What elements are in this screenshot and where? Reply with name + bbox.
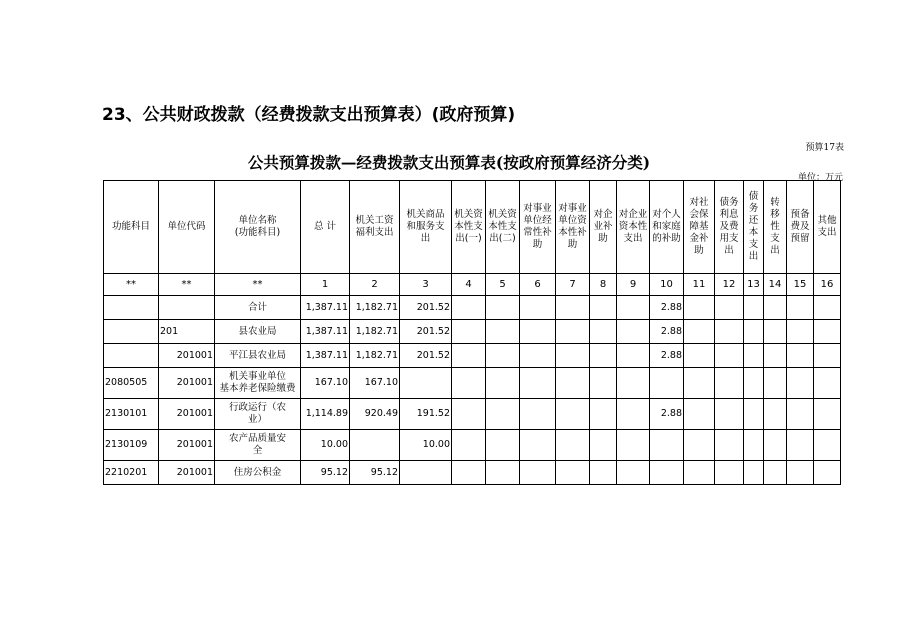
- header-row: [104, 181, 841, 274]
- budget-table: [103, 180, 841, 485]
- amount-cell-7: [556, 296, 590, 320]
- function-code-cell: [104, 344, 159, 368]
- amount-cell-13: [744, 296, 764, 320]
- column-header-11: [617, 181, 650, 274]
- function-code-cell: 2210201: [104, 461, 159, 485]
- column-header-line: 单位资: [558, 215, 587, 226]
- index-cell-9: 7: [556, 274, 590, 296]
- column-header-line: 单位经: [523, 215, 552, 226]
- column-header-9: [556, 181, 590, 274]
- column-header-line: 助: [694, 245, 704, 256]
- amount-cell-14: [764, 296, 787, 320]
- amount-cell-9: [617, 296, 650, 320]
- column-header-line: 单位名称: [238, 215, 277, 226]
- column-header-line: 预备: [790, 209, 810, 220]
- table-row: [104, 461, 841, 485]
- index-cell-18: 16: [814, 274, 841, 296]
- amount-cell-7: [556, 430, 590, 461]
- amount-cell-11: [684, 399, 715, 430]
- column-header-line: 对事业: [523, 203, 552, 214]
- column-header-1: [159, 181, 215, 274]
- section-title: 23、公共财政拨款（经费拨款支出预算表）(政府预算): [102, 105, 516, 125]
- amount-cell-14: [764, 344, 787, 368]
- table-row: [104, 344, 841, 368]
- column-header-line: 利息: [719, 209, 739, 220]
- column-header-line: 助: [598, 233, 608, 244]
- amount-cell-4: [452, 430, 486, 461]
- amount-cell-7: [556, 461, 590, 485]
- amount-cell-16: [814, 344, 841, 368]
- index-cell-2: **: [215, 274, 301, 296]
- index-cell-7: 5: [486, 274, 520, 296]
- goods-services-cell: 201.52: [400, 296, 452, 320]
- amount-cell-4: [452, 368, 486, 399]
- amount-cell-4: [452, 461, 486, 485]
- amount-cell-6: [520, 296, 556, 320]
- index-row: [104, 274, 841, 296]
- amount-cell-13: [744, 344, 764, 368]
- column-header-line: 对事业: [558, 203, 587, 214]
- column-header-line: 对个人: [652, 209, 681, 220]
- column-header-line: 出: [770, 245, 780, 256]
- column-header-16: [764, 181, 787, 274]
- amount-cell-5: [486, 368, 520, 399]
- column-header-6: [452, 181, 486, 274]
- amount-cell-10: [650, 461, 684, 485]
- amount-cell-9: [617, 344, 650, 368]
- column-header-line: 债务: [719, 197, 739, 208]
- amount-cell-12: [715, 430, 744, 461]
- column-header-line: (功能科目): [234, 227, 281, 238]
- column-header-3: [301, 181, 350, 274]
- goods-services-cell: 201.52: [400, 344, 452, 368]
- amount-cell-9: [617, 320, 650, 344]
- amount-cell-11: [684, 461, 715, 485]
- function-code-cell: 2130101: [104, 399, 159, 430]
- index-cell-3: 1: [301, 274, 350, 296]
- column-header-line: 功能科目: [111, 221, 150, 232]
- unit-name-cell: 行政运行（农 业）: [215, 399, 301, 430]
- amount-cell-11: [684, 368, 715, 399]
- amount-cell-4: [452, 344, 486, 368]
- amount-cell-14: [764, 368, 787, 399]
- total-cell: 95.12: [301, 461, 350, 485]
- amount-cell-6: [520, 368, 556, 399]
- unit-name-cell: 平江县农业局: [215, 344, 301, 368]
- amount-cell-10: 2.88: [650, 320, 684, 344]
- function-code-cell: 2080505: [104, 368, 159, 399]
- amount-cell-6: [520, 399, 556, 430]
- amount-cell-11: [684, 320, 715, 344]
- amount-cell-10: 2.88: [650, 344, 684, 368]
- salary-welfare-cell: [350, 430, 400, 461]
- salary-welfare-cell: 1,182.71: [350, 344, 400, 368]
- column-header-line: 和服务支: [406, 221, 445, 232]
- amount-cell-10: [650, 368, 684, 399]
- salary-welfare-cell: 1,182.71: [350, 296, 400, 320]
- index-cell-5: 3: [400, 274, 452, 296]
- column-header-line: 支: [770, 233, 780, 244]
- amount-cell-13: [744, 461, 764, 485]
- goods-services-cell: 201.52: [400, 320, 452, 344]
- column-header-line: 机关商品: [406, 209, 445, 220]
- amount-cell-9: [617, 461, 650, 485]
- amount-cell-12: [715, 368, 744, 399]
- unit-label: 单位：万元: [797, 173, 843, 183]
- index-cell-11: 9: [617, 274, 650, 296]
- column-header-line: 本性补: [558, 227, 587, 238]
- amount-cell-10: 2.88: [650, 399, 684, 430]
- column-header-14: [715, 181, 744, 274]
- column-header-2: [215, 181, 301, 274]
- amount-cell-8: [590, 368, 617, 399]
- table-row: [104, 296, 841, 320]
- amount-cell-15: [787, 430, 814, 461]
- column-header-line: 出: [420, 233, 431, 244]
- column-header-line: 对企业: [618, 209, 648, 220]
- unit-code-cell: 201001: [159, 399, 215, 430]
- column-header-0: [104, 181, 159, 274]
- amount-cell-15: [787, 320, 814, 344]
- column-header-line: 债: [748, 191, 759, 202]
- column-header-line: 助: [567, 239, 578, 250]
- amount-cell-7: [556, 344, 590, 368]
- function-code-cell: 2130109: [104, 430, 159, 461]
- amount-cell-5: [486, 461, 520, 485]
- column-header-line: 障基: [689, 221, 709, 232]
- unit-code-cell: [159, 296, 215, 320]
- table-row: [104, 399, 841, 430]
- column-header-line: 机关工资: [355, 215, 394, 226]
- amount-cell-8: [590, 399, 617, 430]
- amount-cell-15: [787, 344, 814, 368]
- column-header-line: 出: [724, 245, 734, 256]
- amount-cell-9: [617, 368, 650, 399]
- column-header-line: 出(二): [489, 233, 516, 244]
- amount-cell-16: [814, 296, 841, 320]
- unit-name-cell: 机关事业单位 基本养老保险缴费: [215, 368, 301, 399]
- column-header-line: 本: [748, 227, 759, 238]
- amount-cell-14: [764, 430, 787, 461]
- function-code-cell: [104, 320, 159, 344]
- amount-cell-10: 2.88: [650, 296, 684, 320]
- total-cell: 1,387.11: [301, 344, 350, 368]
- table-number: 预算17表: [805, 143, 844, 153]
- amount-cell-16: [814, 320, 841, 344]
- column-header-line: 单位代码: [167, 221, 206, 232]
- amount-cell-11: [684, 296, 715, 320]
- amount-cell-5: [486, 344, 520, 368]
- amount-cell-13: [744, 320, 764, 344]
- column-header-15: [744, 181, 764, 274]
- column-header-8: [520, 181, 556, 274]
- column-header-5: [400, 181, 452, 274]
- amount-cell-9: [617, 399, 650, 430]
- unit-code-cell: 201001: [159, 461, 215, 485]
- amount-cell-12: [715, 344, 744, 368]
- column-header-line: 资本性: [618, 221, 648, 232]
- index-cell-13: 11: [684, 274, 715, 296]
- amount-cell-15: [787, 399, 814, 430]
- function-code-cell: [104, 296, 159, 320]
- unit-code-cell: 201001: [159, 344, 215, 368]
- salary-welfare-cell: 920.49: [350, 399, 400, 430]
- goods-services-cell: [400, 368, 452, 399]
- amount-cell-12: [715, 320, 744, 344]
- column-header-line: 还: [748, 215, 759, 226]
- column-header-line: 支出: [623, 233, 643, 244]
- total-cell: 10.00: [301, 430, 350, 461]
- column-header-12: [650, 181, 684, 274]
- amount-cell-16: [814, 430, 841, 461]
- column-header-line: 助: [532, 239, 543, 250]
- amount-cell-8: [590, 344, 617, 368]
- column-header-line: 对社: [689, 197, 709, 208]
- amount-cell-14: [764, 461, 787, 485]
- column-header-4: [350, 181, 400, 274]
- amount-cell-12: [715, 399, 744, 430]
- amount-cell-12: [715, 461, 744, 485]
- index-cell-16: 14: [764, 274, 787, 296]
- column-header-13: [684, 181, 715, 274]
- salary-welfare-cell: 1,182.71: [350, 320, 400, 344]
- unit-name-cell: 合计: [215, 296, 301, 320]
- amount-cell-4: [452, 296, 486, 320]
- column-header-line: 和家庭: [652, 221, 681, 232]
- amount-cell-6: [520, 430, 556, 461]
- column-header-line: 其他: [817, 215, 837, 226]
- unit-code-cell: 201001: [159, 368, 215, 399]
- amount-cell-12: [715, 296, 744, 320]
- amount-cell-9: [617, 430, 650, 461]
- amount-cell-16: [814, 399, 841, 430]
- column-header-line: 本性支: [454, 221, 483, 232]
- column-header-line: 支: [748, 239, 759, 250]
- unit-name-cell: 农产品质量安 全: [215, 430, 301, 461]
- column-header-line: 转: [770, 197, 780, 208]
- unit-name-cell: 县农业局: [215, 320, 301, 344]
- index-cell-14: 12: [715, 274, 744, 296]
- column-header-line: 预留: [790, 233, 810, 244]
- total-cell: 167.10: [301, 368, 350, 399]
- amount-cell-5: [486, 430, 520, 461]
- index-cell-0: **: [104, 274, 159, 296]
- column-header-line: 性: [770, 221, 780, 232]
- index-cell-17: 15: [787, 274, 814, 296]
- column-header-line: 金补: [689, 233, 709, 244]
- table-title: 公共预算拨款—经费拨款支出预算表(按政府预算经济分类): [247, 153, 651, 172]
- amount-cell-5: [486, 296, 520, 320]
- column-header-line: 用支: [719, 233, 739, 244]
- amount-cell-14: [764, 399, 787, 430]
- amount-cell-16: [814, 368, 841, 399]
- amount-cell-4: [452, 320, 486, 344]
- amount-cell-13: [744, 430, 764, 461]
- amount-cell-11: [684, 344, 715, 368]
- index-cell-4: 2: [350, 274, 400, 296]
- index-cell-15: 13: [744, 274, 764, 296]
- amount-cell-8: [590, 320, 617, 344]
- goods-services-cell: [400, 461, 452, 485]
- amount-cell-15: [787, 461, 814, 485]
- salary-welfare-cell: 95.12: [350, 461, 400, 485]
- column-header-7: [486, 181, 520, 274]
- column-header-line: 及费: [719, 221, 739, 232]
- column-header-line: 移: [770, 209, 780, 220]
- goods-services-cell: 191.52: [400, 399, 452, 430]
- amount-cell-4: [452, 399, 486, 430]
- column-header-line: 福利支出: [355, 227, 394, 238]
- column-header-line: 出(一): [455, 233, 482, 244]
- amount-cell-13: [744, 368, 764, 399]
- amount-cell-15: [787, 296, 814, 320]
- amount-cell-8: [590, 461, 617, 485]
- column-header-17: [787, 181, 814, 274]
- column-header-18: [814, 181, 841, 274]
- column-header-line: 务: [748, 203, 759, 214]
- total-cell: 1,387.11: [301, 296, 350, 320]
- total-cell: 1,114.89: [301, 399, 350, 430]
- column-header-line: 常性补: [523, 227, 552, 238]
- amount-cell-8: [590, 296, 617, 320]
- amount-cell-5: [486, 320, 520, 344]
- column-header-line: 机关资: [454, 209, 483, 220]
- amount-cell-7: [556, 320, 590, 344]
- unit-name-cell: 住房公积金: [215, 461, 301, 485]
- index-cell-1: **: [159, 274, 215, 296]
- total-cell: 1,387.11: [301, 320, 350, 344]
- amount-cell-5: [486, 399, 520, 430]
- index-cell-6: 4: [452, 274, 486, 296]
- column-header-line: 费及: [790, 221, 810, 232]
- unit-code-cell: 201001: [159, 430, 215, 461]
- salary-welfare-cell: 167.10: [350, 368, 400, 399]
- table-row: [104, 320, 841, 344]
- column-header-line: 本性支: [488, 221, 517, 232]
- column-header-line: 支出: [817, 227, 837, 238]
- column-header-10: [590, 181, 617, 274]
- amount-cell-7: [556, 399, 590, 430]
- goods-services-cell: 10.00: [400, 430, 452, 461]
- amount-cell-15: [787, 368, 814, 399]
- amount-cell-14: [764, 320, 787, 344]
- amount-cell-10: [650, 430, 684, 461]
- table-row: [104, 368, 841, 399]
- column-header-line: 出: [748, 251, 759, 262]
- amount-cell-6: [520, 320, 556, 344]
- column-header-line: 机关资: [488, 209, 517, 220]
- amount-cell-11: [684, 430, 715, 461]
- column-header-line: 总 计: [313, 221, 337, 232]
- amount-cell-6: [520, 461, 556, 485]
- index-cell-10: 8: [590, 274, 617, 296]
- column-header-line: 会保: [689, 209, 709, 220]
- table-row: [104, 430, 841, 461]
- amount-cell-6: [520, 344, 556, 368]
- index-cell-8: 6: [520, 274, 556, 296]
- table-body: [104, 296, 841, 485]
- index-cell-12: 10: [650, 274, 684, 296]
- column-header-line: 对企: [593, 209, 613, 220]
- column-header-line: 业补: [593, 221, 613, 232]
- amount-cell-7: [556, 368, 590, 399]
- amount-cell-13: [744, 399, 764, 430]
- amount-cell-16: [814, 461, 841, 485]
- amount-cell-8: [590, 430, 617, 461]
- unit-code-cell: 201: [159, 320, 215, 344]
- column-header-line: 的补助: [652, 233, 681, 244]
